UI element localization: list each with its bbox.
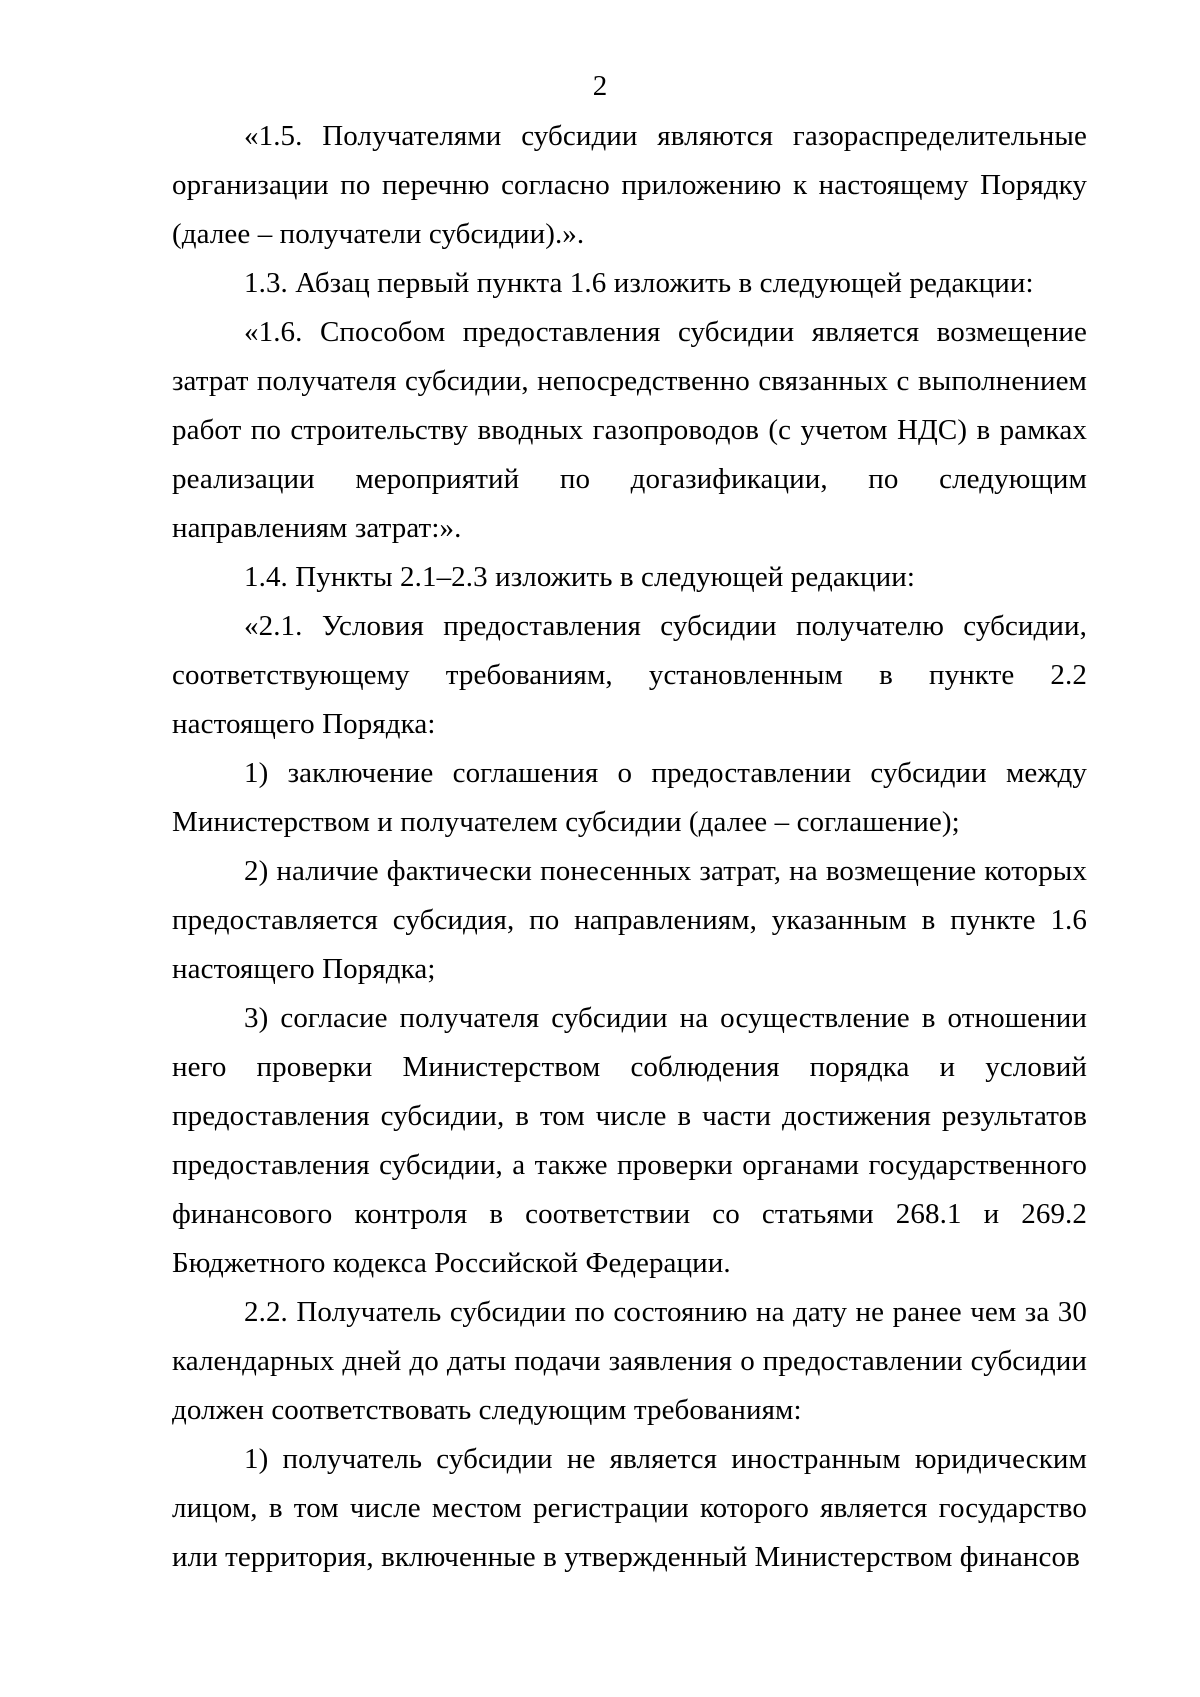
paragraph-2-2: 2.2. Получатель субсидии по состоянию на дату не ранее чем за 30 календарных дней до даты подачи заявления о предоставлении субсидии должен соответствовать следующим требованиям: <box>172 1296 1087 1426</box>
paragraph-1-5: «1.5. Получателями субсидии являются газораспределительные организации по перечню согласно приложению к настоящему Порядку (далее – получатели субсидии).». <box>172 120 1087 250</box>
paragraph-2-2-item-1: 1) получатель субсидии не является иностранным юридическим лицом, в том числе местом регистрации которого является государство или территория, включенные в утвержденный Министерством финансов <box>172 1443 1087 1573</box>
paragraph-1-4: 1.4. Пункты 2.1–2.3 изложить в следующей редакции: <box>244 561 915 593</box>
paragraph-2-1: «2.1. Условия предоставления субсидии получателю субсидии, соответствующему требованиям, установленным в пункте 2.2 настоящего Порядка: <box>172 610 1087 740</box>
paragraph-2-1-item-2: 2) наличие фактически понесенных затрат, на возмещение которых предоставляется субсидия, по направлениям, указанным в пункте 1.6 настоящего Порядка; <box>172 855 1087 985</box>
paragraph-2-1-item-3: 3) согласие получателя субсидии на осуществление в отношении него проверки Министерством соблюдения порядка и условий предоставления субсидии, в том числе в части достижения результатов предоставления субсидии, а также проверки органами государственного финансового контроля в соответствии со статьями 268.1 и 269.2 Бюджетного кодекса Российской Федерации. <box>172 1002 1087 1279</box>
page-number: 2 <box>592 70 608 102</box>
document-body <box>172 112 1087 1582</box>
paragraph-1-6: «1.6. Способом предоставления субсидии является возмещение затрат получателя субсидии, непосредственно связанных с выполнением работ по строительству вводных газопроводов (с учетом НДС) в рамках реализации мероприятий по догазификации, по следующим направлениям затрат:». <box>172 316 1087 544</box>
paragraph-1-3: 1.3. Абзац первый пункта 1.6 изложить в следующей редакции: <box>244 267 1034 299</box>
paragraph-2-1-item-1: 1) заключение соглашения о предоставлении субсидии между Министерством и получателем субсидии (далее – соглашение); <box>172 757 1087 838</box>
